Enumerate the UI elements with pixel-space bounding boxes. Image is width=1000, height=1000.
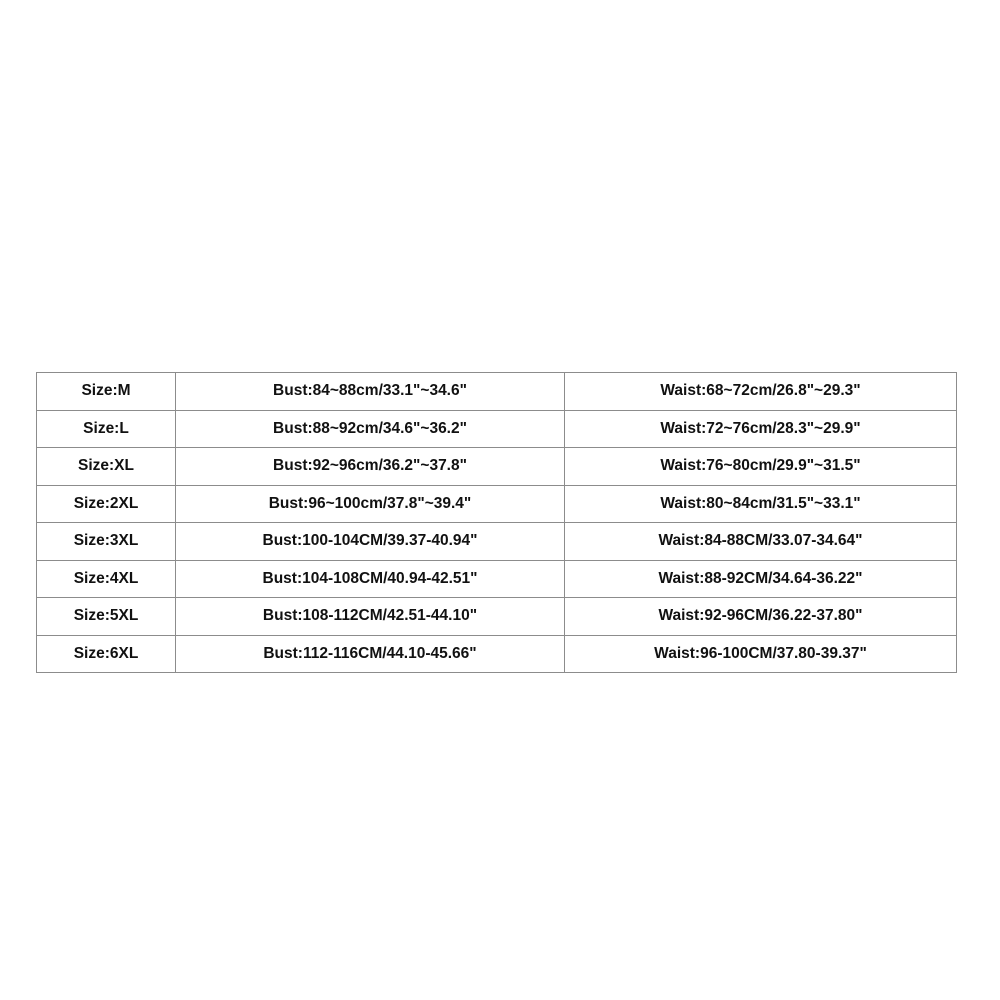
- table-row: [37, 635, 957, 673]
- table-row: [37, 523, 957, 561]
- bust-cell: Bust:84~88cm/33.1"~34.6": [176, 373, 565, 411]
- table-row: [37, 485, 957, 523]
- waist-cell: Waist:72~76cm/28.3"~29.9": [565, 410, 957, 448]
- size-cell: Size:6XL: [37, 635, 176, 673]
- bust-cell: Bust:88~92cm/34.6"~36.2": [176, 410, 565, 448]
- size-cell: Size:M: [37, 373, 176, 411]
- size-chart-body: [37, 373, 957, 673]
- waist-cell: Waist:68~72cm/26.8"~29.3": [565, 373, 957, 411]
- bust-cell: Bust:96~100cm/37.8"~39.4": [176, 485, 565, 523]
- size-chart-table: [36, 372, 957, 673]
- table-row: [37, 410, 957, 448]
- waist-cell: Waist:92-96CM/36.22-37.80": [565, 598, 957, 636]
- waist-cell: Waist:88-92CM/34.64-36.22": [565, 560, 957, 598]
- table-row: [37, 373, 957, 411]
- size-cell: Size:XL: [37, 448, 176, 486]
- size-cell: Size:5XL: [37, 598, 176, 636]
- bust-cell: Bust:112-116CM/44.10-45.66": [176, 635, 565, 673]
- size-cell: Size:L: [37, 410, 176, 448]
- table-row: [37, 560, 957, 598]
- bust-cell: Bust:108-112CM/42.51-44.10": [176, 598, 565, 636]
- bust-cell: Bust:104-108CM/40.94-42.51": [176, 560, 565, 598]
- waist-cell: Waist:84-88CM/33.07-34.64": [565, 523, 957, 561]
- size-cell: Size:2XL: [37, 485, 176, 523]
- bust-cell: Bust:92~96cm/36.2"~37.8": [176, 448, 565, 486]
- waist-cell: Waist:80~84cm/31.5"~33.1": [565, 485, 957, 523]
- waist-cell: Waist:76~80cm/29.9"~31.5": [565, 448, 957, 486]
- size-cell: Size:3XL: [37, 523, 176, 561]
- bust-cell: Bust:100-104CM/39.37-40.94": [176, 523, 565, 561]
- waist-cell: Waist:96-100CM/37.80-39.37": [565, 635, 957, 673]
- table-row: [37, 598, 957, 636]
- size-cell: Size:4XL: [37, 560, 176, 598]
- table-row: [37, 448, 957, 486]
